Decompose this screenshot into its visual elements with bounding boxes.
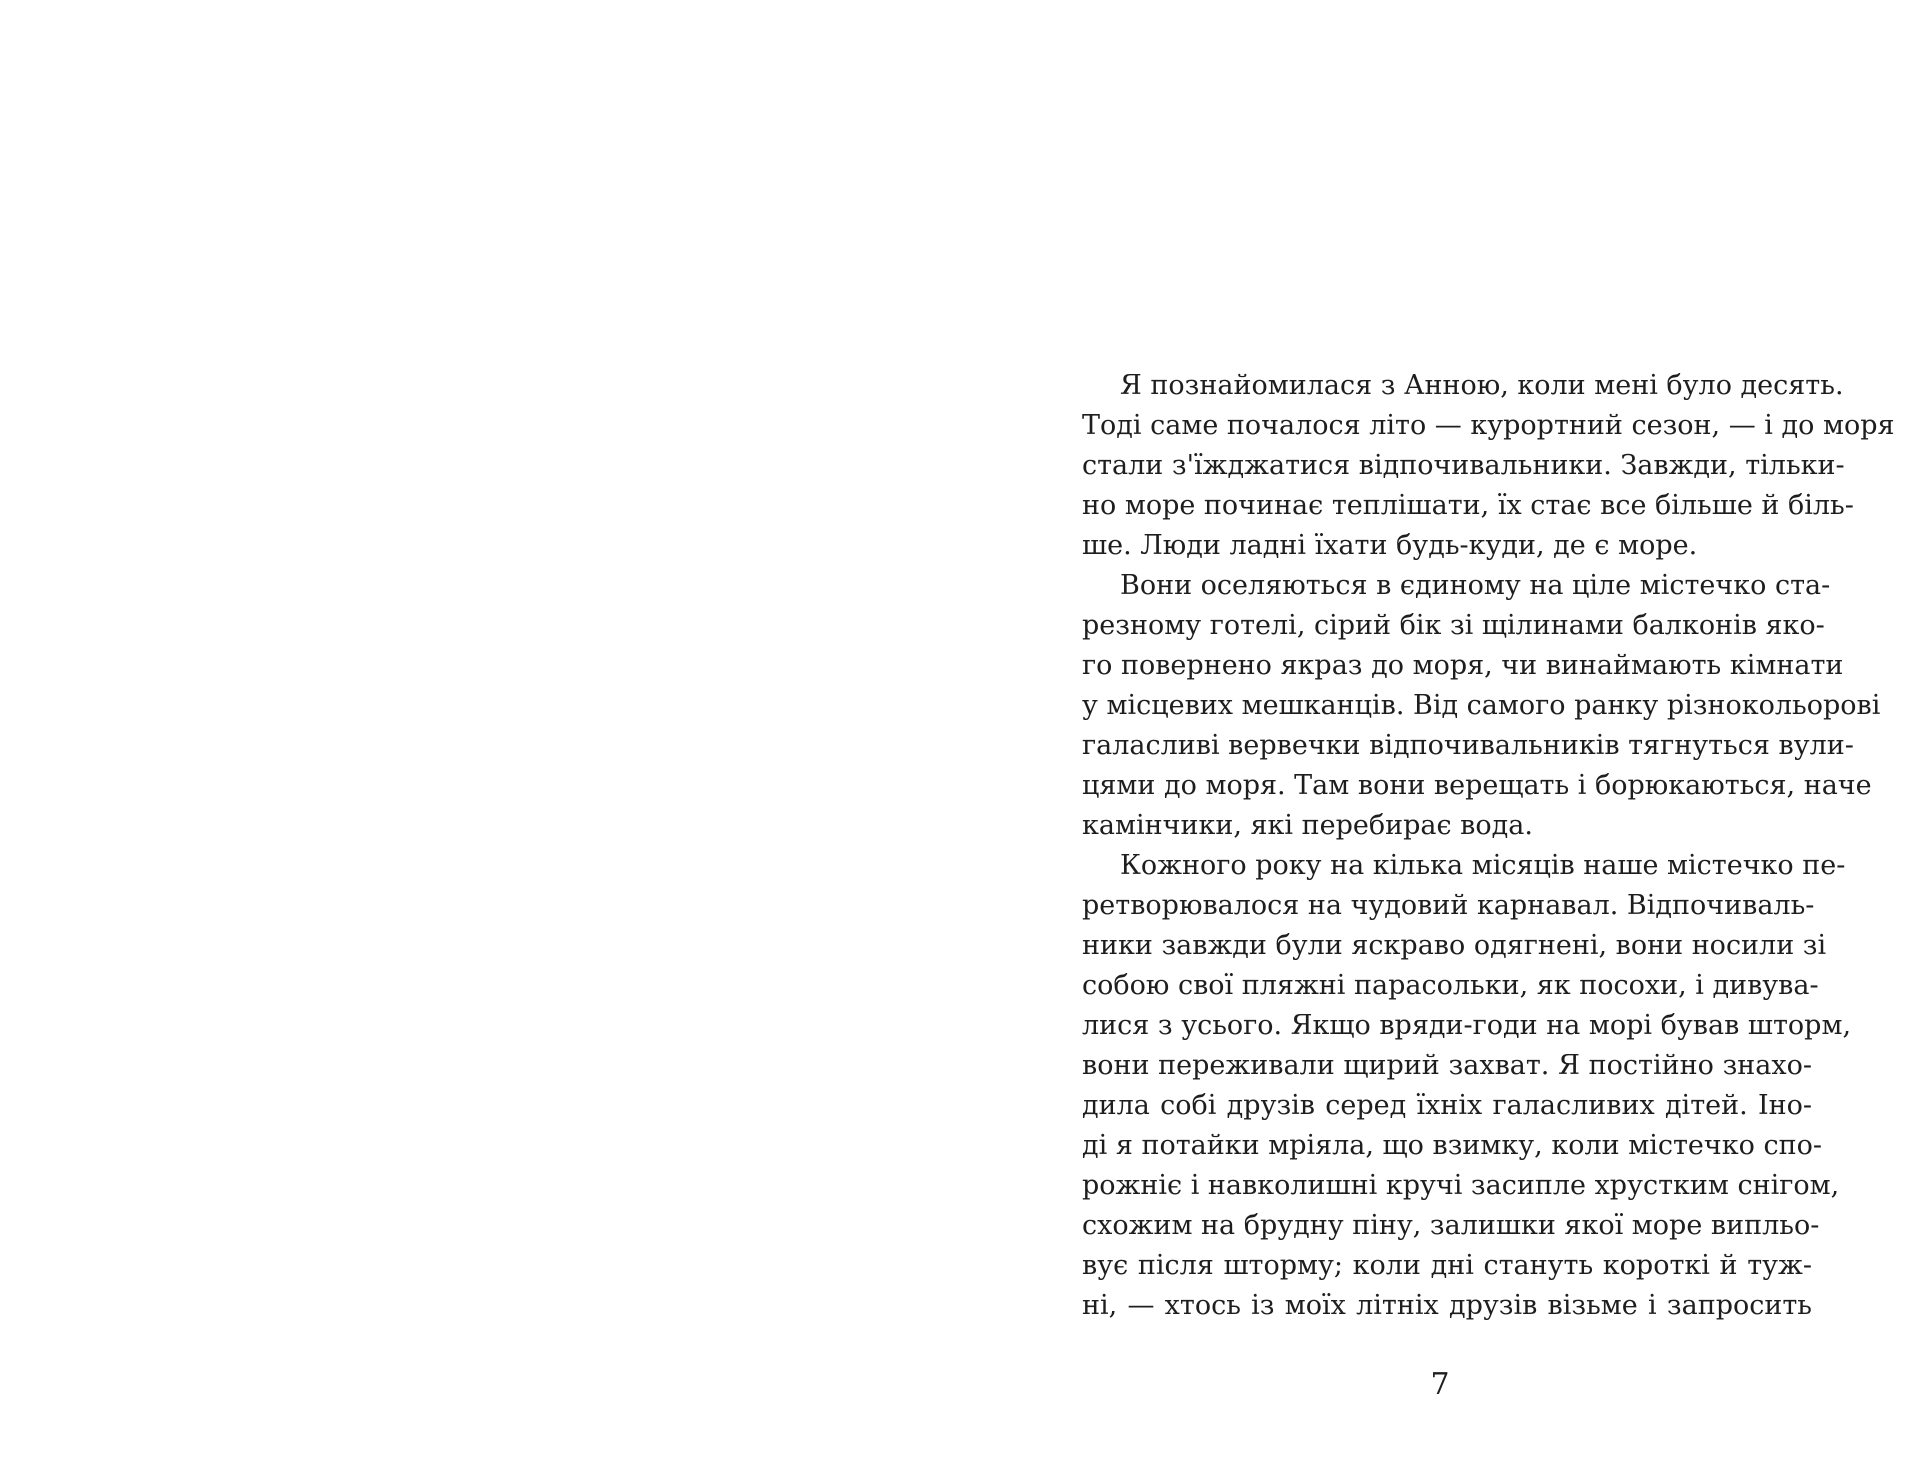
text-line: у місцевих мешканців. Від самого ранку різнокольорові — [1082, 690, 1881, 721]
text-line: галасливі вервечки відпочивальників тягнуться вули- — [1082, 730, 1854, 761]
text-line: но море починає теплішати, їх стає все більше й біль- — [1082, 490, 1854, 521]
page-text — [1082, 367, 1895, 1327]
text-line: резному готелі, сірий бік зі щілинами балконів яко- — [1082, 610, 1825, 641]
text-line: ні, — хтось із моїх літніх друзів візьме і запросить — [1082, 1290, 1812, 1321]
text-line: Я познайомилася з Анною, коли мені було десять. — [1120, 370, 1844, 401]
text-line: вони переживали щирий захват. Я постійно знахо- — [1082, 1050, 1812, 1081]
text-line: дила собі друзів серед їхніх галасливих дітей. Іно- — [1082, 1090, 1812, 1121]
text-line: цями до моря. Там вони верещать і борюкаються, наче — [1082, 770, 1872, 801]
page-number: 7 — [1430, 1367, 1450, 1402]
text-line: схожим на брудну піну, залишки якої море випльо- — [1082, 1210, 1820, 1241]
text-line: Тоді саме почалося літо — курортний сезон, — і до моря — [1082, 410, 1895, 441]
text-line: ше. Люди ладні їхати будь-куди, де є море. — [1082, 530, 1698, 561]
text-line: ретворювалося на чудовий карнавал. Відпочиваль- — [1082, 890, 1815, 921]
text-line: камінчики, які перебирає вода. — [1082, 810, 1533, 841]
text-line: лися з усього. Якщо вряди-годи на морі бував шторм, — [1082, 1010, 1852, 1041]
text-line: стали з'їжджатися відпочивальники. Завжди, тільки- — [1082, 450, 1845, 481]
text-line: ді я потайки мріяла, що взимку, коли містечко спо- — [1082, 1130, 1822, 1161]
text-line: ники завжди були яскраво одягнені, вони носили зі — [1082, 930, 1827, 961]
text-line: го повернено якраз до моря, чи винаймають кімнати — [1082, 650, 1844, 681]
text-line: Кожного року на кілька місяців наше містечко пе- — [1120, 850, 1846, 881]
text-line: Вони оселяються в єдиному на ціле містечко ста- — [1120, 570, 1831, 601]
text-line: вує після шторму; коли дні стануть короткі й туж- — [1082, 1250, 1812, 1281]
text-line: собою свої пляжні парасольки, як посохи, і дивува- — [1082, 970, 1819, 1001]
text-line: рожніє і навколишні кручі засипле хрустким снігом, — [1082, 1170, 1840, 1201]
